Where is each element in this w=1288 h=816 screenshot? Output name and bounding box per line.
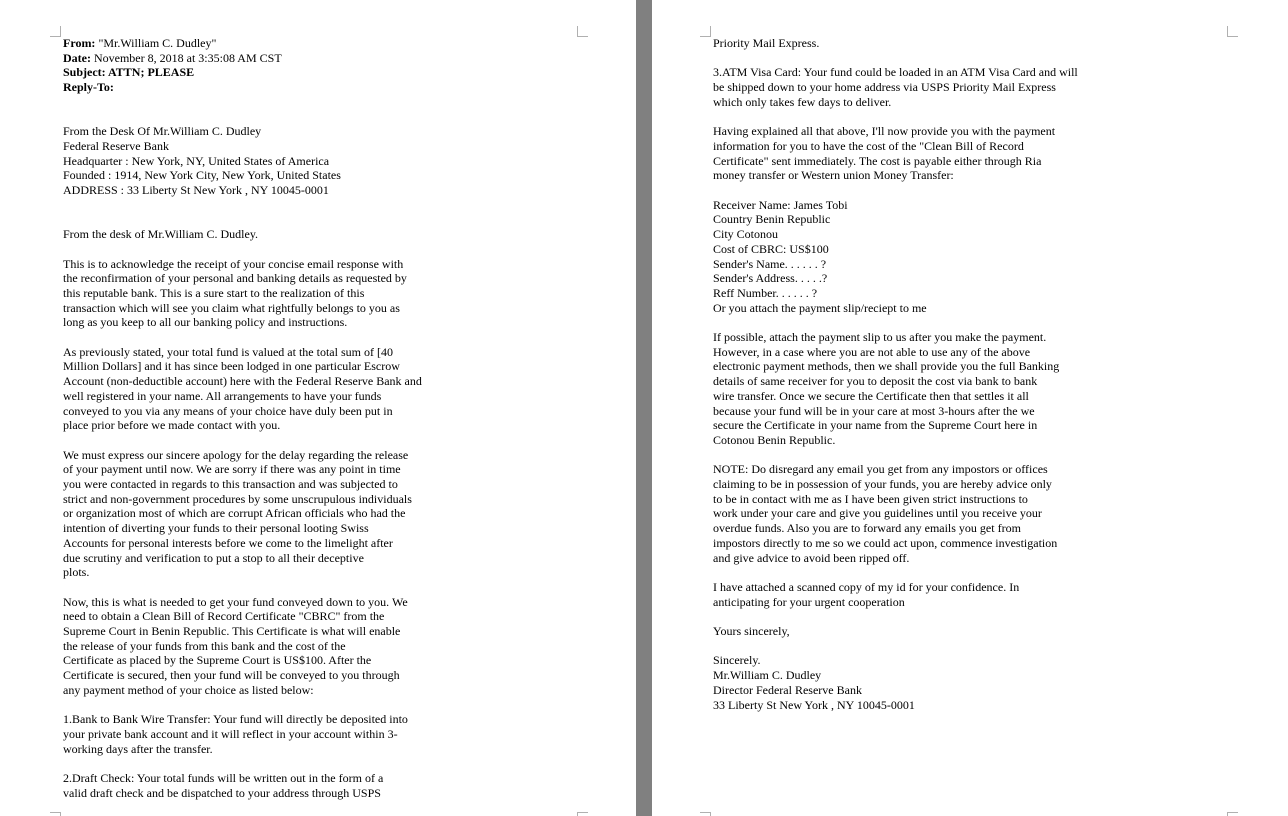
text-line: electronic payment methods, then we shall provide you the full Banking <box>713 359 1060 374</box>
paragraph-payment-intro <box>713 124 1078 183</box>
text-line: Director Federal Reserve Bank <box>713 682 862 697</box>
text-line: Or you attach the payment slip/reciept to me <box>713 300 927 315</box>
greeting: From the desk of Mr.William C. Dudley. <box>63 227 259 242</box>
crop-mark <box>700 812 711 816</box>
text-line: Receiver Name: James Tobi <box>713 197 848 212</box>
text-line: any payment method of your choice as listed below: <box>63 682 314 697</box>
desk-block <box>63 124 422 198</box>
text-line: the reconfirmation of your personal and banking details as requested by <box>63 271 407 286</box>
text-line: well registered in your name. All arrangements to have your funds <box>63 388 382 403</box>
text-line: Accounts for personal interests before we come to the limelight after <box>63 535 393 550</box>
text-line: Now, this is what is needed to get your fund conveyed down to you. We <box>63 594 408 609</box>
text-line: intention of diverting your funds to their personal looting Swiss <box>63 521 369 536</box>
text-line: information for you to have the cost of the "Clean Bill of Record <box>713 138 1024 153</box>
text-line: to be in contact with me as I have been given strict instructions to <box>713 491 1028 506</box>
text-line: Reff Number. . . . . . ? <box>713 285 818 300</box>
text-line: Founded : 1914, New York City, New York, United States <box>63 168 341 183</box>
page-1-text <box>63 36 422 800</box>
text-line: which only takes few days to deliver. <box>713 94 892 109</box>
from-label: From: <box>63 36 96 50</box>
text-line: NOTE: Do disregard any email you get from any impostors or offices <box>713 462 1048 477</box>
text-line: valid draft check and be dispatched to your address through USPS <box>63 785 381 800</box>
text-line: money transfer or Western union Money Transfer: <box>713 168 954 183</box>
header-subject <box>63 65 422 80</box>
text-line: because your fund will be in your care at most 3-hours after the we <box>713 403 1035 418</box>
text-line: Sincerely. <box>713 653 761 668</box>
paragraph-bank-transfer <box>713 330 1078 448</box>
text-line: Cost of CBRC: US$100 <box>713 241 829 256</box>
date-value: November 8, 2018 at 3:35:08 AM CST <box>90 50 282 65</box>
text-line: transaction which will see you claim what rightfully belongs to you as <box>63 300 400 315</box>
crop-mark <box>1227 26 1238 37</box>
text-line: If possible, attach the payment slip to us after you make the payment. <box>713 330 1047 344</box>
crop-mark <box>50 812 61 816</box>
text-line: Sender's Address. . . . .? <box>713 271 828 286</box>
text-line: your private bank account and it will reflect in your account within 3- <box>63 726 398 741</box>
text-line: wire transfer. Once we secure the Certificate then that settles it all <box>713 388 1029 403</box>
crop-mark <box>50 26 61 37</box>
text-line: you were contacted in regards to this transaction and was subjected to <box>63 477 398 492</box>
text-line: 3.ATM Visa Card: Your fund could be loaded in an ATM Visa Card and will <box>713 65 1078 80</box>
paragraph-attachment <box>713 580 1078 609</box>
text-line: work under your care and give you guidelines until you receive your <box>713 506 1042 521</box>
text-line: the release of your funds from this bank and the cost of the <box>63 638 346 653</box>
text-line: impostors directly to me so we could act upon, commence investigation <box>713 535 1058 550</box>
text-line: or organization most of which are corrupt African officials who had the <box>63 506 406 521</box>
signature-block <box>713 653 1078 712</box>
text-line: long as you keep to all our banking policy and instructions. <box>63 315 348 330</box>
text-line: and give advice to avoid been ripped off. <box>713 550 910 565</box>
text-line: place prior before we made contact with you. <box>63 418 281 433</box>
text-line: overdue funds. Also you are to forward any emails you get from <box>713 521 1021 536</box>
reply-to-label: Reply-To: <box>63 80 114 95</box>
text-line: Million Dollars] and it has since been lodged in one particular Escrow <box>63 359 400 374</box>
text-line: I have attached a scanned copy of my id for your confidence. In <box>713 579 1020 594</box>
text-line: details of same receiver for you to deposit the cost via bank to bank <box>713 374 1038 389</box>
text-line: Account (non-deductible account) here with the Federal Reserve Bank and <box>63 374 422 389</box>
subject-value: ATTN; PLEASE <box>105 65 195 80</box>
text-line: ADDRESS : 33 Liberty St New York , NY 10045-0001 <box>63 183 329 198</box>
paragraph-5 <box>63 712 422 756</box>
text-line: From the Desk Of Mr.William C. Dudley <box>63 124 262 139</box>
text-line: As previously stated, your total fund is valued at the total sum of [40 <box>63 344 393 359</box>
from-value: "Mr.William C. Dudley" <box>95 36 217 50</box>
text-line: strict and non-government procedures by some unscrupulous individuals <box>63 491 412 506</box>
text-line: 1.Bank to Bank Wire Transfer: Your fund will directly be deposited into <box>63 712 408 727</box>
payment-info-block <box>713 198 1078 316</box>
paragraph-4 <box>63 595 422 698</box>
subject-label: Subject: <box>63 65 106 80</box>
text-line: Country Benin Republic <box>713 212 831 227</box>
crop-mark <box>577 26 588 37</box>
text-line: 2.Draft Check: Your total funds will be written out in the form of a <box>63 771 384 786</box>
paragraph-note <box>713 462 1078 565</box>
paragraph-1 <box>63 257 422 331</box>
closing: Yours sincerely, <box>713 624 790 639</box>
page-2-text <box>713 36 1078 712</box>
crop-mark <box>1227 812 1238 816</box>
text-line: be shipped down to your home address via USPS Priority Mail Express <box>713 80 1056 95</box>
text-line: this reputable bank. This is a sure start to the realization of this <box>63 285 365 300</box>
paragraph-atm-card <box>713 65 1078 109</box>
text-line: We must express our sincere apology for the delay regarding the release <box>63 447 409 462</box>
text-line: Having explained all that above, I'll now provide you with the payment <box>713 124 1056 139</box>
header-from <box>63 36 422 51</box>
crop-mark <box>577 812 588 816</box>
text-line: 33 Liberty St New York , NY 10045-0001 <box>713 697 915 712</box>
paragraph-2 <box>63 345 422 433</box>
header-reply-to <box>63 80 422 95</box>
text-line: of your payment until now. We are sorry if there was any point in time <box>63 462 401 477</box>
text-line: This is to acknowledge the receipt of your concise email response with <box>63 256 404 271</box>
date-label: Date: <box>63 50 91 65</box>
text-line: working days after the transfer. <box>63 741 213 756</box>
text-line: Priority Mail Express. <box>713 36 820 50</box>
text-line: need to obtain a Clean Bill of Record Certificate "CBRC" from the <box>63 609 385 624</box>
text-line: anticipating for your urgent cooperation <box>713 594 905 609</box>
text-line: Certificate as placed by the Supreme Court is US$100. After the <box>63 653 372 668</box>
text-line: Cotonou Benin Republic. <box>713 432 836 447</box>
page-1 <box>0 0 636 816</box>
text-line: Federal Reserve Bank <box>63 138 169 153</box>
text-line: plots. <box>63 565 90 580</box>
paragraph-6 <box>63 771 422 800</box>
paragraph-3 <box>63 448 422 580</box>
text-line: Supreme Court in Benin Republic. This Certificate is what will enable <box>63 624 401 639</box>
page-2 <box>652 0 1288 816</box>
header-date <box>63 51 422 66</box>
crop-mark <box>700 26 711 37</box>
text-line: Certificate" sent immediately. The cost is payable either through Ria <box>713 153 1042 168</box>
text-line: Mr.William C. Dudley <box>713 668 822 683</box>
text-line: However, in a case where you are not able to use any of the above <box>713 344 1031 359</box>
text-line: claiming to be in possession of your funds, you are hereby advice only <box>713 477 1052 492</box>
text-line: Headquarter : New York, NY, United States of America <box>63 153 330 168</box>
text-line: conveyed to you via any means of your choice have duly been put in <box>63 403 393 418</box>
text-line: secure the Certificate in your name from the Supreme Court here in <box>713 418 1038 433</box>
text-line: Certificate is secured, then your fund will be conveyed to you through <box>63 668 400 683</box>
text-line: City Cotonou <box>713 227 779 242</box>
text-line: Sender's Name. . . . . . ? <box>713 256 827 271</box>
text-line: due scrutiny and verification to put a stop to all their deceptive <box>63 550 364 565</box>
